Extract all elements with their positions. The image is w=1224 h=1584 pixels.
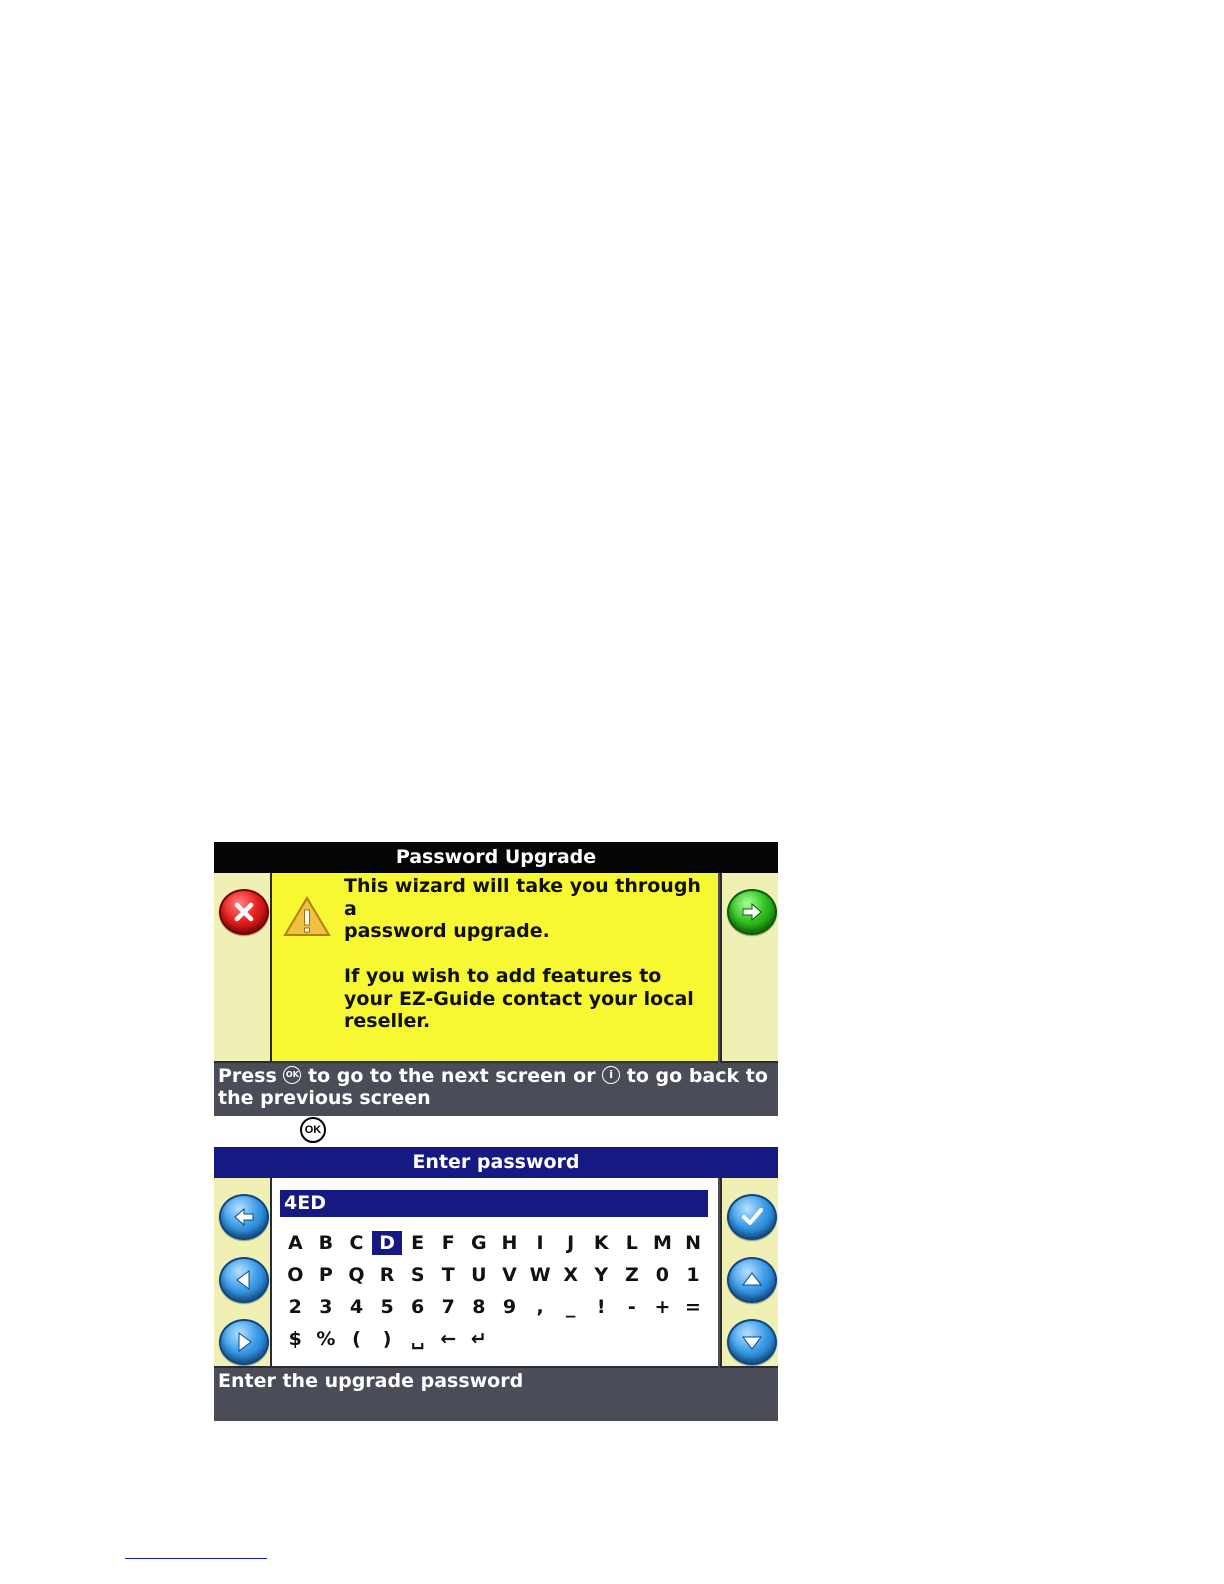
info-key-icon: i (602, 1066, 620, 1084)
keyboard-key[interactable]: - (627, 1296, 636, 1318)
keyboard-key[interactable]: + (654, 1296, 671, 1318)
keyboard-key[interactable]: $ (288, 1328, 302, 1350)
keyboard-key[interactable]: H (501, 1232, 518, 1254)
up-button[interactable] (727, 1257, 777, 1303)
keyboard-key[interactable]: 8 (472, 1296, 486, 1318)
down-button[interactable] (727, 1319, 777, 1365)
keyboard-key[interactable]: G (471, 1232, 487, 1254)
keyboard-key[interactable]: 5 (380, 1296, 394, 1318)
keyboard-key[interactable]: L (625, 1232, 638, 1254)
checkmark-icon (737, 1202, 767, 1232)
keyboard-key[interactable]: U (471, 1264, 487, 1286)
keyboard-key[interactable]: A (287, 1232, 303, 1254)
arrow-right-icon (229, 1327, 259, 1357)
backspace-icon (229, 1202, 259, 1232)
enter-password-screen (214, 1147, 778, 1421)
keyboard-row (280, 1327, 494, 1355)
keyboard-key[interactable]: ( (352, 1328, 361, 1350)
keyboard-key[interactable]: 1 (686, 1264, 700, 1286)
ok-key-icon: OK (300, 1117, 326, 1143)
keyboard-key[interactable]: J (567, 1232, 575, 1254)
right-button-panel (720, 1178, 778, 1368)
keyboard-key[interactable]: Z (624, 1264, 639, 1286)
keyboard-key[interactable]: Y (594, 1264, 609, 1286)
keyboard-row (280, 1295, 708, 1323)
keyboard-key[interactable]: ↵ (470, 1328, 487, 1350)
instruction-footer: Enter the upgrade password (214, 1368, 778, 1421)
keyboard-key[interactable]: O (287, 1264, 304, 1286)
arrow-down-icon (737, 1327, 767, 1357)
keyboard-key[interactable]: V (502, 1264, 517, 1286)
warning-icon (282, 895, 332, 939)
left-button-panel (214, 873, 272, 1063)
arrow-right-icon (737, 897, 767, 927)
keyboard-key[interactable]: F (441, 1232, 455, 1254)
keyboard-key[interactable]: ← (440, 1328, 457, 1350)
keyboard-key[interactable]: W (529, 1264, 551, 1286)
keyboard-key[interactable]: N (685, 1232, 701, 1254)
keyboard-key[interactable]: , (536, 1296, 544, 1318)
cursor-left-button[interactable] (219, 1257, 269, 1303)
keyboard-row (280, 1263, 708, 1291)
screen-title: Password Upgrade (214, 842, 778, 873)
keyboard-key[interactable]: B (318, 1232, 334, 1254)
footer-text-3: to go back to the previous screen (218, 1065, 768, 1109)
password-input[interactable]: 4ED (280, 1190, 708, 1217)
keyboard-key[interactable]: S (410, 1264, 425, 1286)
keyboard-key[interactable]: ! (596, 1296, 606, 1318)
keyboard-key[interactable]: R (379, 1264, 395, 1286)
footer-text-1: Press (218, 1065, 284, 1087)
keyboard-key[interactable]: E (411, 1232, 425, 1254)
keyboard-key[interactable]: % (316, 1328, 336, 1350)
ok-key-icon: OK (283, 1066, 301, 1084)
keyboard-key[interactable]: ) (382, 1328, 392, 1350)
keyboard-key[interactable]: = (685, 1296, 701, 1318)
keyboard-key[interactable]: 3 (319, 1296, 333, 1318)
screen-title: Enter password (214, 1147, 778, 1178)
password-entry-panel (272, 1178, 718, 1368)
keyboard-key[interactable]: Q (348, 1264, 365, 1286)
next-button[interactable] (727, 889, 777, 935)
right-button-panel (720, 873, 778, 1063)
keyboard-key[interactable]: ␣ (410, 1328, 425, 1350)
keyboard-key[interactable]: I (536, 1232, 544, 1254)
arrow-left-icon (229, 1265, 259, 1295)
keyboard-key[interactable]: 7 (441, 1296, 455, 1318)
keyboard-key[interactable]: 0 (655, 1264, 670, 1286)
keyboard-key[interactable]: C (349, 1232, 364, 1254)
keyboard-key[interactable]: 2 (288, 1296, 302, 1318)
left-button-panel (214, 1178, 272, 1368)
cursor-right-button[interactable] (219, 1319, 269, 1365)
keyboard-key[interactable]: K (593, 1232, 609, 1254)
password-upgrade-screen (214, 842, 778, 1116)
keyboard-key[interactable]: 4 (349, 1296, 364, 1318)
message-panel (272, 873, 718, 1063)
keyboard-key[interactable]: M (652, 1232, 672, 1254)
keyboard-row (280, 1231, 708, 1259)
keyboard-key[interactable]: D (372, 1231, 403, 1255)
arrow-up-icon (737, 1265, 767, 1295)
footnote-rule (125, 1558, 267, 1559)
keyboard-key[interactable]: _ (565, 1296, 576, 1318)
cancel-button[interactable] (219, 889, 269, 935)
keyboard-key[interactable]: T (441, 1264, 455, 1286)
keyboard-key[interactable]: X (563, 1264, 578, 1286)
instruction-footer (214, 1063, 778, 1116)
keyboard-key[interactable]: 9 (502, 1296, 517, 1318)
footer-text-2: to go to the next screen or (301, 1065, 603, 1087)
x-icon (229, 897, 259, 927)
accept-button[interactable] (727, 1194, 777, 1240)
backspace-button[interactable] (219, 1194, 269, 1240)
wizard-message: This wizard will take you through a password upgrade. If you wish to add features to your EZ-Guide contact your local reseller. (344, 875, 701, 1032)
keyboard-key[interactable]: 6 (411, 1296, 425, 1318)
keyboard-key[interactable]: P (318, 1264, 333, 1286)
